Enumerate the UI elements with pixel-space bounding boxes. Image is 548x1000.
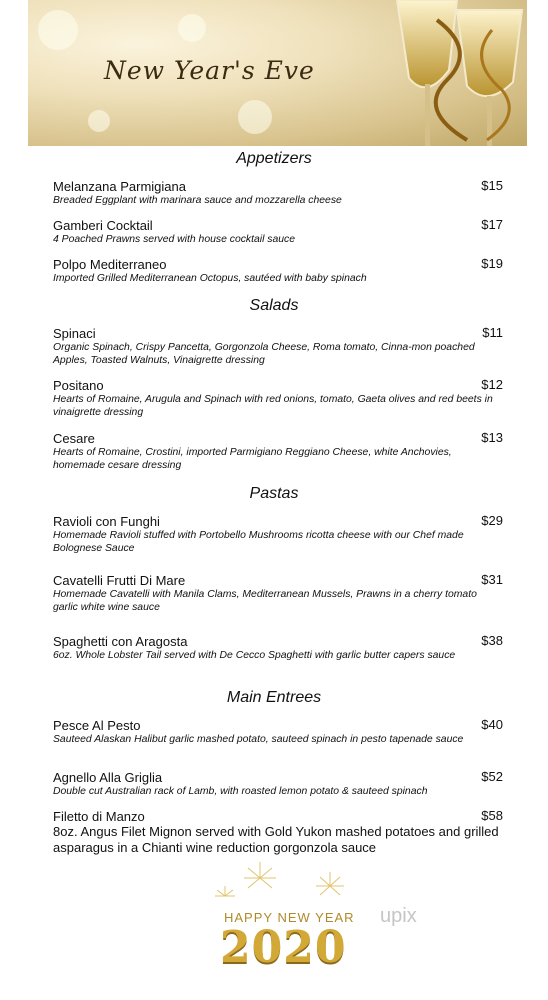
item-name: Spaghetti con Aragosta [53, 634, 188, 649]
menu-item [53, 717, 503, 746]
item-name: Pesce Al Pesto [53, 718, 141, 733]
item-name: Cesare [53, 431, 95, 446]
menu-item [53, 377, 503, 419]
item-name: Polpo Mediterraneo [53, 257, 167, 272]
item-description: Homemade Cavatelli with Manila Clams, Mediterranean Mussels, Prawns in a cherry tomato garlic white wine sauce [53, 589, 477, 613]
item-price: $58 [481, 808, 503, 823]
item-price: $11 [482, 325, 503, 340]
item-name: Filetto di Manzo [53, 809, 145, 824]
menu-item [53, 217, 503, 246]
item-description: 8oz. Angus Filet Mignon served with Gold Yukon mashed potatoes and grilled asparagus in a Chianti wine reduction gorgonzola sauce [53, 824, 499, 855]
footer-greeting: HAPPY NEW YEAR [224, 910, 355, 925]
menu-item [53, 633, 503, 662]
item-description: Imported Grilled Mediterranean Octopus, sautéed with baby spinach [53, 273, 367, 284]
item-price: $29 [481, 513, 503, 528]
item-name: Melanzana Parmigiana [53, 179, 186, 194]
item-name: Agnello Alla Griglia [53, 770, 163, 785]
menu-item [53, 769, 503, 798]
item-price: $52 [481, 769, 503, 784]
menu-item [53, 430, 503, 472]
footer-year: 2020 [220, 922, 347, 973]
section-title-salads: Salads [249, 297, 299, 314]
watermark: upix [380, 905, 417, 927]
bokeh-light [178, 14, 206, 42]
item-description: Organic Spinach, Crispy Pancetta, Gorgonzola Cheese, Roma tomato, Cinna-mon poached Apples, Toasted Walnuts, Vinaigrette dressing [53, 342, 475, 366]
item-description: Sauteed Alaskan Halibut garlic mashed potato, sauteed spinach in pesto tapenade sauce [53, 734, 464, 745]
item-description: Breaded Eggplant with marinara sauce and mozzarella cheese [53, 195, 342, 206]
item-price: $38 [481, 633, 503, 648]
item-price: $40 [481, 717, 503, 732]
item-price: $31 [481, 572, 503, 587]
item-price: $19 [481, 256, 503, 271]
item-description: Double cut Australian rack of Lamb, with roasted lemon potato & sauteed spinach [53, 786, 428, 797]
header-banner [28, 0, 527, 146]
item-description: Homemade Ravioli stuffed with Portobello Mushrooms ricotta cheese with our Chef made Bolognese Sauce [53, 530, 464, 554]
item-description: Hearts of Romaine, Crostini, imported Parmigiano Reggiano Cheese, white Anchovies, homemade cesare dressing [53, 447, 452, 471]
bokeh-light [88, 110, 110, 132]
item-price: $12 [481, 377, 503, 392]
item-price: $17 [481, 217, 503, 232]
item-name: Positano [53, 378, 104, 393]
menu-item [53, 808, 503, 856]
section-title-appetizers: Appetizers [236, 150, 312, 167]
menu-item [53, 513, 503, 555]
item-name: Spinaci [53, 326, 96, 341]
item-description: Hearts of Romaine, Arugula and Spinach with red onions, tomato, Gaeta olives and red beets in vinaigrette dressing [53, 394, 493, 418]
bokeh-light [38, 10, 78, 50]
menu-item [53, 325, 503, 367]
header-title: New Year's Eve [104, 56, 315, 85]
item-price: $13 [481, 430, 503, 445]
item-name: Cavatelli Frutti Di Mare [53, 573, 186, 588]
item-name: Gamberi Cocktail [53, 218, 153, 233]
item-description: 4 Poached Prawns served with house cocktail sauce [53, 234, 296, 245]
menu-item [53, 256, 503, 285]
item-name: Ravioli con Funghi [53, 514, 160, 529]
section-title-main-entrees: Main Entrees [226, 689, 322, 706]
item-price: $15 [481, 178, 503, 193]
menu-item [53, 178, 503, 207]
section-title-pastas: Pastas [249, 485, 299, 502]
bokeh-light [238, 100, 272, 134]
champagne-glasses-icon [317, 0, 527, 146]
menu-item [53, 572, 503, 614]
item-description: 6oz. Whole Lobster Tail served with De Cecco Spaghetti with garlic butter capers sauce [53, 650, 456, 661]
